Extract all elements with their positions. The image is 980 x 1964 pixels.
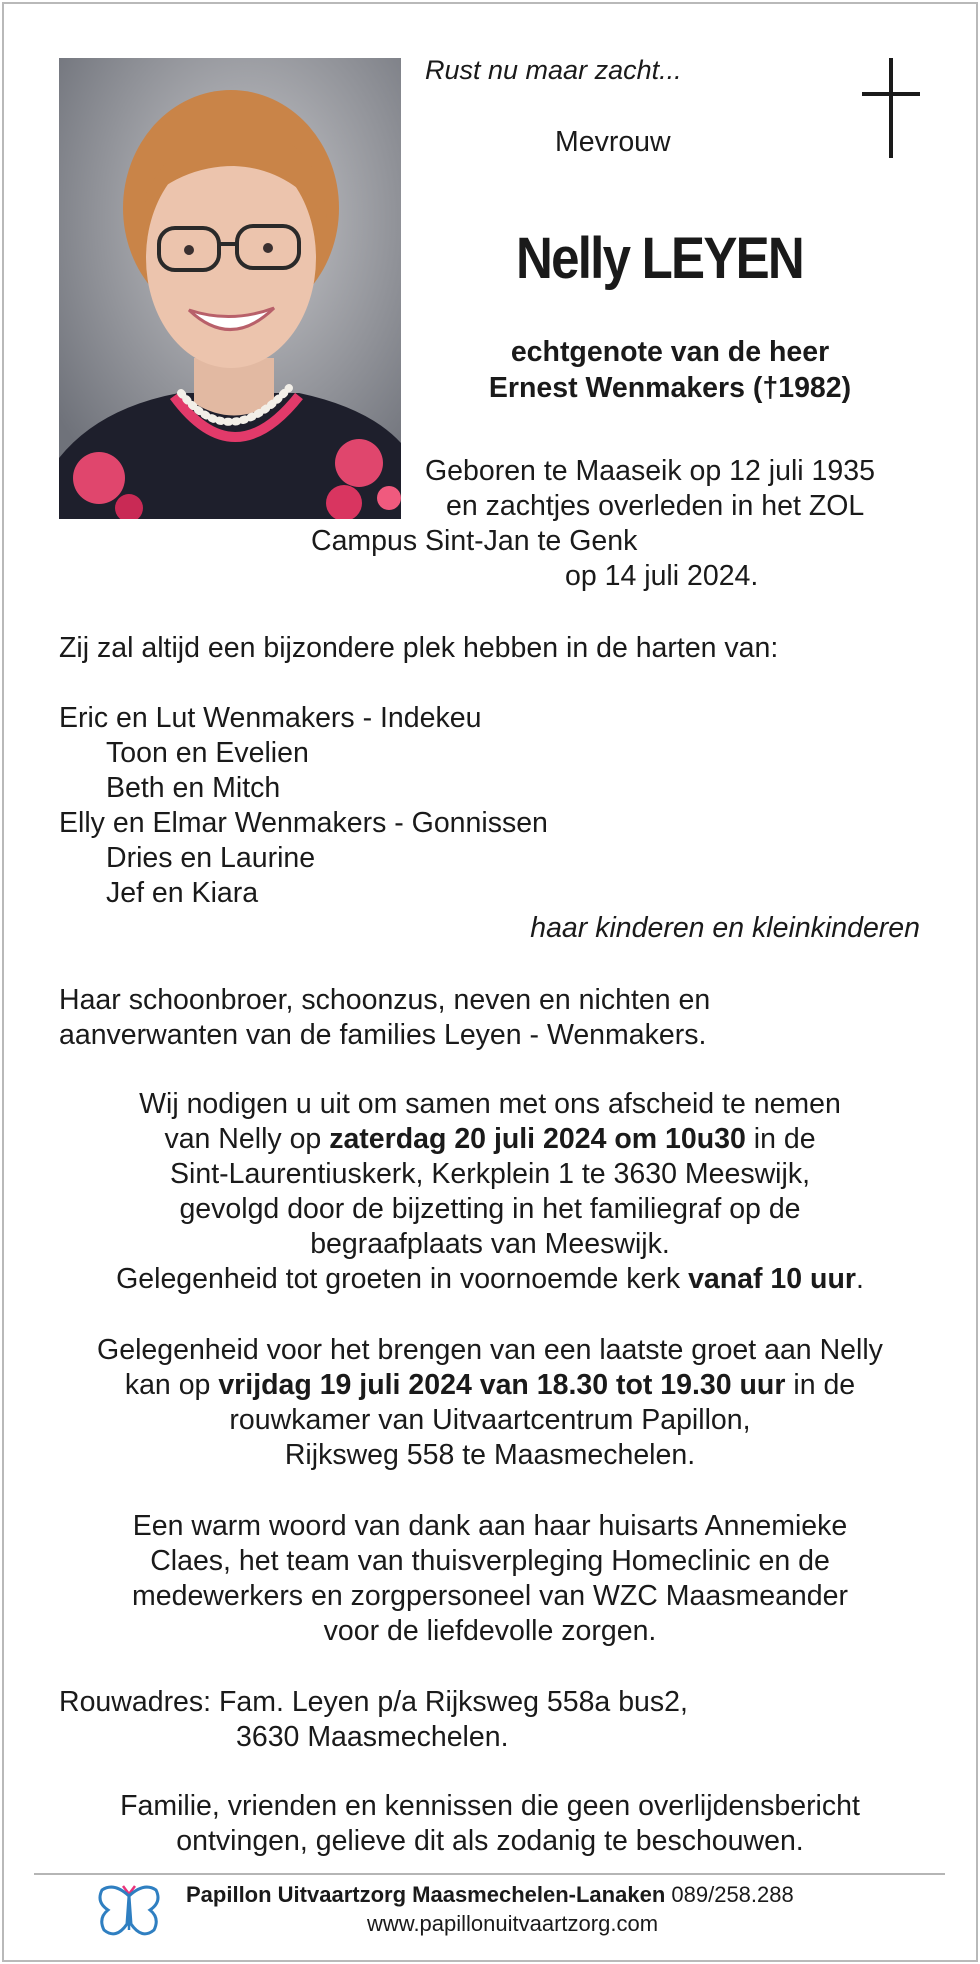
thanks-line-4: voor de liefdevolle zorgen. (323, 1615, 657, 1647)
relatives-line-1: Haar schoonbroer, schoonzus, neven en nichten en (59, 984, 711, 1016)
death-place: Campus Sint-Jan te Genk (311, 525, 638, 557)
viewing-text: in de (785, 1369, 856, 1401)
viewing-line-4: Rijksweg 558 te Maasmechelen. (284, 1439, 696, 1471)
spouse-line-1: echtgenote van de heer (510, 336, 830, 368)
family-intro: Zij zal altijd een bijzondere plek hebben in de harten van: (59, 632, 779, 664)
funeral-text: Gelegenheid tot groeten in voornoemde kerk (116, 1263, 689, 1295)
funeral-date: zaterdag 20 juli 2024 om 10u30 (329, 1123, 746, 1155)
funeral-line-6 (0, 1262, 980, 1297)
viewing-date: vrijdag 19 juli 2024 van 18.30 tot 19.30 uur (218, 1369, 786, 1401)
funeral-line-1: Wij nodigen u uit om samen met ons afscheid te nemen (139, 1088, 841, 1120)
family-member: Toon en Evelien (106, 737, 309, 769)
family-member: Beth en Mitch (106, 772, 281, 804)
mourning-address-line-1: Rouwadres: Fam. Leyen p/a Rijksweg 558a bus2, (59, 1686, 688, 1718)
company-website[interactable]: www.papillonuitvaartzorg.com (367, 1911, 659, 1936)
footer-company-line (186, 1881, 794, 1909)
family-member: Eric en Lut Wenmakers - Indekeu (59, 702, 482, 734)
greeting-time: vanaf 10 uur (688, 1263, 856, 1295)
family-member: Elly en Elmar Wenmakers - Gonnissen (59, 807, 548, 839)
family-member: Jef en Kiara (106, 877, 259, 909)
company-phone[interactable]: 089/258.288 (671, 1882, 794, 1907)
relatives-line-2: aanverwanten van de families Leyen - Wenmakers. (59, 1019, 707, 1051)
death-line: en zachtjes overleden in het ZOL (446, 490, 865, 522)
funeral-text: . (855, 1263, 864, 1295)
birth-line: Geboren te Maaseik op 12 juli 1935 (425, 455, 875, 487)
honorific: Mevrouw (555, 126, 671, 158)
viewing-text: kan op (124, 1369, 219, 1401)
notice-line-1: Familie, vrienden en kennissen die geen overlijdensbericht (120, 1790, 860, 1822)
deceased-name: Nelly LEYEN (516, 226, 803, 291)
viewing-line-2 (0, 1368, 980, 1403)
butterfly-logo-icon (96, 1880, 162, 1947)
cross-icon (862, 58, 920, 165)
funeral-line-5: begraafplaats van Meeswijk. (310, 1228, 670, 1260)
thanks-line-3: medewerkers en zorgpersoneel van WZC Maasmeander (132, 1580, 848, 1612)
notice-line-2: ontvingen, gelieve dit als zodanig te beschouwen. (176, 1825, 804, 1857)
thanks-line-1: Een warm woord van dank aan haar huisarts Annemieke (132, 1510, 848, 1542)
death-date: op 14 juli 2024. (565, 560, 759, 592)
funeral-text: van Nelly op (164, 1123, 330, 1155)
mourning-address-line-2: 3630 Maasmechelen. (236, 1721, 509, 1753)
funeral-line-4: gevolgd door de bijzetting in het familiegraf op de (179, 1193, 801, 1225)
family-caption: haar kinderen en kleinkinderen (530, 912, 920, 944)
motto: Rust nu maar zacht... (425, 55, 682, 85)
family-member: Dries en Laurine (106, 842, 316, 874)
funeral-company: Papillon Uitvaartzorg Maasmechelen-Lanaken (186, 1882, 666, 1907)
funeral-line-3: Sint-Laurentiuskerk, Kerkplein 1 te 3630 Meeswijk, (170, 1158, 810, 1190)
viewing-line-3: rouwkamer van Uitvaartcentrum Papillon, (229, 1404, 751, 1436)
spouse-line-2: Ernest Wenmakers (†1982) (488, 372, 852, 404)
footer-divider (34, 1873, 945, 1875)
thanks-line-2: Claes, het team van thuisverpleging Homeclinic en de (150, 1545, 830, 1577)
portrait-photo (59, 58, 401, 519)
funeral-line-2 (0, 1122, 980, 1157)
viewing-line-1: Gelegenheid voor het brengen van een laatste groet aan Nelly (97, 1334, 883, 1366)
funeral-text: in de (745, 1123, 816, 1155)
